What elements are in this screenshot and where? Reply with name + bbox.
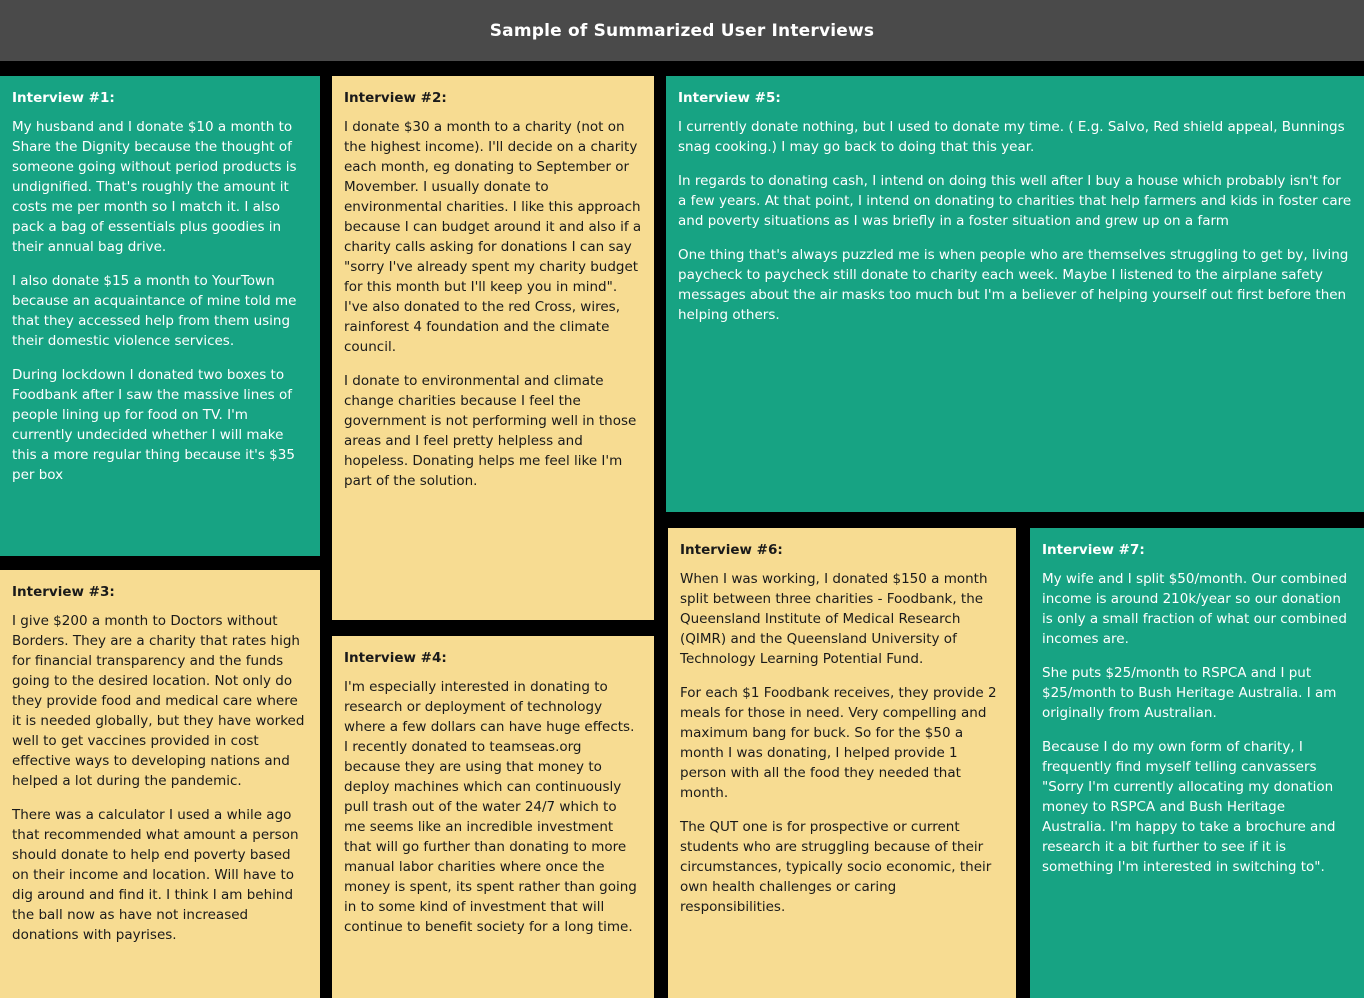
- interview-5-title: Interview #5:: [678, 90, 781, 106]
- interview-6-title: Interview #6:: [680, 542, 783, 558]
- interview-5-paragraph-1: I currently donate nothing, but I used to donate my time. ( E.g. Salvo, Red shield appeal, Bunnings snag cooking.) I may go back to doing that this year.: [678, 119, 1345, 156]
- interview-3-paragraph-2: There was a calculator I used a while ago that recommended what amount a person should donate to help end poverty based on their income and location. Will have to dig around and find it. I think I am behind the ball now as have not increased donations with payrises.: [12, 806, 299, 943]
- interview-card-7: [1030, 528, 1364, 998]
- interview-7-title: Interview #7:: [1042, 542, 1145, 558]
- interview-7-paragraph-1: My wife and I split $50/month. Our combined income is around 210k/year so our donation is only a small fraction of what our combined incomes are.: [1042, 571, 1348, 648]
- page-title: Sample of Summarized User Interviews: [489, 20, 875, 41]
- interview-6-paragraph-2: For each $1 Foodbank receives, they provide 2 meals for those in need. Very compelling and maximum bang for buck. So for the $50 a month I was donating, I helped provide 1 person with all the food they needed that month.: [680, 685, 997, 801]
- interview-card-2: [332, 76, 654, 620]
- interview-3-title: Interview #3:: [12, 584, 115, 600]
- interview-2-paragraph-2: I donate to environmental and climate change charities because I feel the government is not performing well in those areas and I feel pretty helpless and hopeless. Donating helps me feel like I'm part of the solution.: [344, 372, 637, 489]
- interview-3-paragraph-1: I give $200 a month to Doctors without Borders. They are a charity that rates high for financial transparency and the funds going to the desired location. Not only do they provide food and medical care where it is needed globally, but they have worked well to get vaccines provided in cost effective ways to developing nations and helped a lot during the pandemic.: [12, 613, 305, 789]
- interview-1-paragraph-3: During lockdown I donated two boxes to Foodbank after I saw the massive lines of people lining up for food on TV. I'm currently undecided whether I will make this a more regular thing because it's $35 per box: [12, 366, 295, 483]
- interview-1-paragraph-2: I also donate $15 a month to YourTown because an acquaintance of mine told me that they accessed help from them using their domestic violence services.: [12, 272, 297, 349]
- interview-1-title: Interview #1:: [12, 90, 115, 106]
- interview-6-paragraph-1: When I was working, I donated $150 a month split between three charities - Foodbank, the Queensland Institute of Medical Research (QIMR) and the Queensland University of Technology Learning Potential Fund.: [680, 571, 988, 668]
- interview-card-5: [666, 76, 1364, 512]
- interview-5-paragraph-3: One thing that's always puzzled me is when people who are themselves struggling to get by, living paycheck to paycheck still donate to charity each week. Maybe I listened to the airplane safety messages about the air masks too much but I'm a believer of helping yourself out first before then helping others.: [678, 247, 1349, 323]
- interview-2-paragraph-1: I donate $30 a month to a charity (not on the highest income). I'll decide on a charity each month, eg donating to September or Movember. I usually donate to environmental charities. I like this approach because I can budget around it and also if a charity calls asking for donations I can say "sorry I've already spent my charity budget for this month but I'll keep you in mind". I've also donated to the red Cross, wires, rainforest 4 foundation and the climate council.: [344, 119, 642, 355]
- interview-4-title: Interview #4:: [344, 650, 447, 666]
- interview-5-paragraph-2: In regards to donating cash, I intend on doing this well after I buy a house which probably isn't for a few years. At that point, I intend on donating to charities that help farmers and kids in foster care and poverty situations as I was briefly in a foster situation and grew up on a farm: [678, 173, 1352, 230]
- interview-6-paragraph-3: The QUT one is for prospective or current students who are struggling because of their circumstances, typically socio economic, their own health challenges or caring responsibilities.: [680, 818, 992, 915]
- interview-7-paragraph-2: She puts $25/month to RSPCA and I put $25/month to Bush Heritage Australia. I am originally from Australian.: [1042, 665, 1337, 721]
- page-header: [0, 0, 1364, 61]
- interview-card-3: [0, 570, 320, 998]
- interview-2-title: Interview #2:: [344, 90, 447, 106]
- interview-card-4: [332, 636, 654, 998]
- interview-4-paragraph-1: I'm especially interested in donating to research or deployment of technology where a few dollars can have huge effects. I recently donated to teamseas.org because they are using that money to deploy machines which can continuously pull trash out of the water 24/7 which to me seems like an incredible investment that will go further than donating to more manual labor charities where once the money is spent, its spent rather than going in to some kind of investment that will continue to benefit society for a long time.: [344, 679, 637, 935]
- interview-1-paragraph-1: My husband and I donate $10 a month to Share the Dignity because the thought of someone going without period products is undignified. That's roughly the amount it costs me per month so I match it. I also pack a bag of essentials plus goodies in their annual bag drive.: [12, 119, 297, 255]
- interview-card-6: [668, 528, 1016, 998]
- interview-7-paragraph-3: Because I do my own form of charity, I frequently find myself telling canvassers "Sorry I'm currently allocating my donation money to RSPCA and Bush Heritage Australia. I'm happy to take a brochure and research it a bit further to see if it is something I'm interested in switching to".: [1042, 738, 1336, 875]
- interview-card-1: [0, 76, 320, 556]
